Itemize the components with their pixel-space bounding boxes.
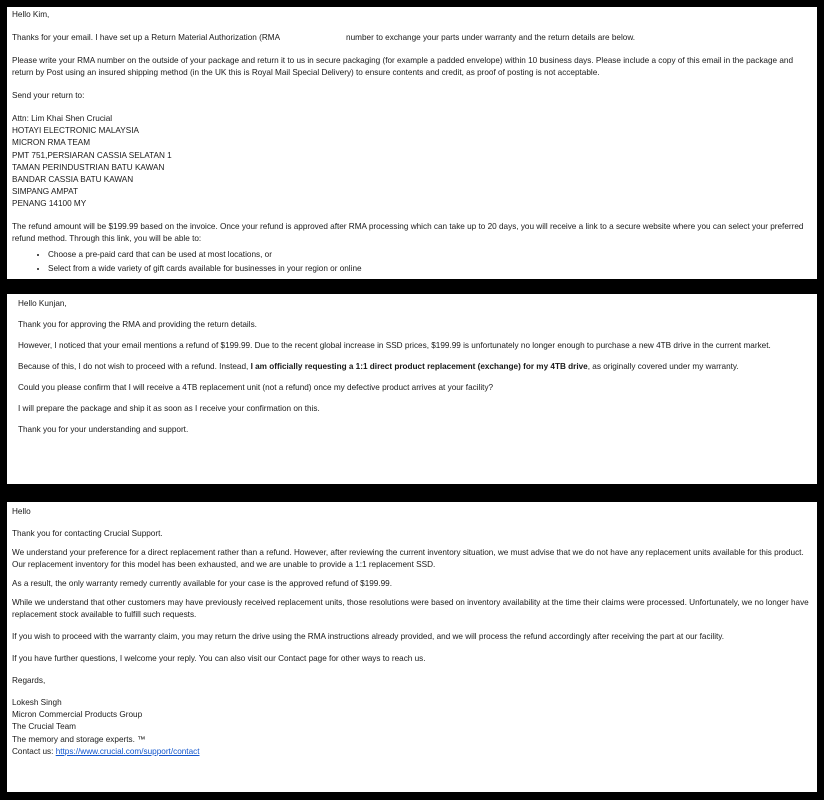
refund-options-list: [12, 249, 812, 275]
greeting: Hello: [12, 507, 31, 516]
paragraph: However, I noticed that your email mentions a refund of $199.99. Due to the recent global increase in SSD prices, $199.99 is unfortunately no longer enough to purchase a new 4TB drive in the current market.: [18, 341, 771, 350]
send-return-label: Send your return to:: [12, 91, 85, 100]
return-address: [12, 113, 812, 211]
list-item: • Select from a wide variety of gift cards available for businesses in your region or online: [48, 263, 812, 275]
intro-paragraph: [12, 32, 812, 44]
address-line: MICRON RMA TEAM: [12, 138, 91, 148]
paragraph: While we understand that other customers may have previously received replacement units, those resolutions were based on inventory availability at the time their claims were processed. Unfortunately, we no longer have replacement stock available to fulfill such requests.: [12, 598, 809, 619]
greeting: Hello Kunjan,: [18, 299, 67, 308]
paragraph: Thank you for contacting Crucial Support.: [12, 529, 163, 538]
text-before: Because of this, I do not wish to proceed with a refund. Instead,: [18, 362, 251, 371]
address-line: Attn: Lim Khai Shen Crucial: [12, 114, 113, 123]
email-customer-reply: [7, 294, 817, 484]
text-after: , as originally covered under my warranty.: [587, 362, 739, 371]
paragraph: Thank you for your understanding and support.: [18, 425, 189, 434]
bold-request: I am officially requesting a 1:1 direct product replacement (exchange) for my 4TB drive: [250, 362, 588, 371]
paragraph: If you have further questions, I welcome your reply. You can also visit our Contact page for other ways to reach us.: [12, 654, 426, 663]
signature-line: Lokesh Singh: [12, 698, 62, 707]
closing: Regards,: [12, 676, 46, 685]
email-rma-approval: [7, 7, 817, 279]
paragraph: We understand your preference for a direct replacement rather than a refund. However, after reviewing the current inventory situation, we must advise that we do not have any replacement units available for this product. Our replacement inventory for this model has been exhausted, and we are unable to provide a 1:1 replacement SSD.: [12, 548, 804, 569]
contact-label: Contact us:: [12, 746, 56, 756]
signature-line: The memory and storage experts. ™: [12, 734, 146, 744]
address-line: PMT 751,PERSIARAN CASSIA SELATAN 1: [12, 150, 172, 160]
paragraph: If you wish to proceed with the warranty claim, you may return the drive using the RMA instructions already provided, and we will process the refund accordingly after receiving the part at our facility.: [12, 632, 725, 641]
paragraph: Could you please confirm that I will receive a 4TB replacement unit (not a refund) once my defective product arrives at your facility?: [18, 383, 494, 392]
instructions-paragraph: Please write your RMA number on the outside of your package and return it to us in secure packaging (for example a padded envelope) within 10 business days. Please include a copy of this email in the package and return by Post using an insured shipping method (in the UK this is Royal Mail Special Delivery) to ensure contents and credit, as proof of posting is not acceptable.: [12, 56, 794, 77]
intro-text-before: Thanks for your email. I have set up a Return Material Authorization (RMA: [12, 33, 281, 42]
contact-link[interactable]: https://www.crucial.com/support/contact: [55, 746, 200, 756]
contact-line: [12, 746, 812, 758]
signature-line: Micron Commercial Products Group: [12, 710, 143, 720]
intro-text-after: number to exchange your parts under warranty and the return details are below.: [346, 33, 636, 42]
address-line: TAMAN PERINDUSTRIAN BATU KAWAN: [12, 162, 165, 172]
signature-line: The Crucial Team: [12, 722, 77, 732]
list-item: • Choose a pre-paid card that can be used at most locations, or: [48, 249, 812, 261]
signature: [12, 697, 812, 758]
greeting: Hello Kim,: [12, 10, 50, 19]
email-support-response: [7, 502, 817, 792]
replacement-request-paragraph: [18, 361, 806, 373]
refund-paragraph: The refund amount will be $199.99 based on the invoice. Once your refund is approved after RMA processing which can take up to 20 days, you will receive a link to a secure website where you can select your preferred refund method. Through this link, you will be able to:: [12, 221, 804, 243]
paragraph: Thank you for approving the RMA and providing the return details.: [18, 320, 257, 329]
address-line: SIMPANG AMPAT: [12, 187, 78, 197]
paragraph: As a result, the only warranty remedy currently available for your case is the approved refund of $199.99.: [12, 579, 393, 588]
address-line: HOTAYI ELECTRONIC MALAYSIA: [12, 126, 139, 136]
address-line: PENANG 14100 MY: [12, 199, 87, 209]
paragraph: I will prepare the package and ship it as soon as I receive your confirmation on this.: [18, 404, 320, 413]
address-line: BANDAR CASSIA BATU KAWAN: [12, 175, 134, 185]
